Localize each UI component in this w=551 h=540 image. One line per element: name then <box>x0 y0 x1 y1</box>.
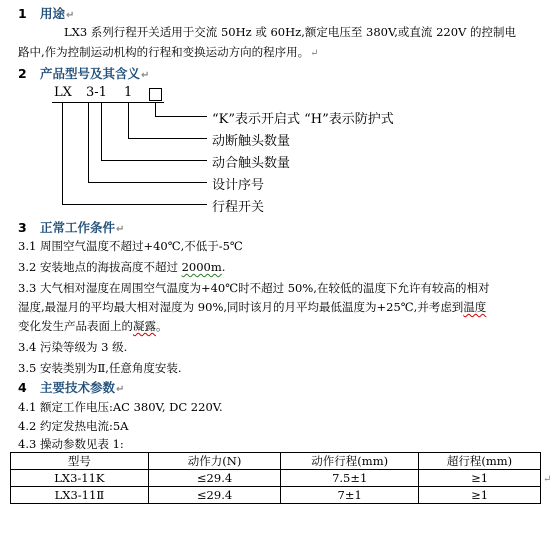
table-cell-force: ≤29.4 <box>148 470 281 487</box>
section-number: 4 <box>18 380 27 395</box>
condition-3-3-line3 <box>18 318 168 334</box>
condition-text: 3.1 周围空气温度不超过+40℃,不低于-5℃ <box>18 239 243 253</box>
param-4-1 <box>18 399 223 415</box>
condition-3-4 <box>18 339 127 355</box>
condition-altitude-value: 2000m <box>181 260 222 274</box>
table-header-cell: 型号 <box>11 453 149 470</box>
table-header-cell: 动作力(N) <box>148 453 281 470</box>
condition-text: 湿度,最湿月的平均最大相对湿度为 90%,同时该月的月平均最低温度为+25℃,并考虑到 <box>18 300 464 314</box>
table-row <box>11 487 541 504</box>
condition-underlined-word: 温度 <box>463 300 487 314</box>
condition-period: 。 <box>156 319 168 333</box>
condition-3-3-line1 <box>18 280 489 296</box>
condition-text: 3.3 大气相对湿度在周围空气温度为+40℃时不超过 50%,在较低的温度下允许有较高的相对 <box>18 281 490 295</box>
table-header-row <box>11 453 541 470</box>
condition-text: 3.4 污染等级为 3 级 <box>18 340 124 354</box>
model-code-series: 3-1 <box>86 85 107 100</box>
condition-period: . <box>221 260 226 274</box>
param-text: 4.3 操动参数见表 1: <box>18 437 124 451</box>
param-text: 4.1 额定工作电压:AC 380V, DC 220V. <box>18 400 223 414</box>
paragraph-mark: ↵ <box>141 70 150 81</box>
table-cell-overtravel: ≥1 <box>419 470 541 487</box>
section-number: 2 <box>18 66 27 81</box>
paragraph-mark: ↵ <box>66 10 75 21</box>
model-label-nc-contacts: 动断触头数量 <box>212 134 291 149</box>
table-cell-overtravel: ≥1 <box>419 487 541 504</box>
table-cell-travel: 7±1 <box>281 487 419 504</box>
model-code-type-box <box>149 88 162 101</box>
paragraph-mark: ↵ <box>310 48 319 59</box>
table-header-cell: 动作行程(mm) <box>281 453 419 470</box>
paragraph-mark: ↵ <box>116 224 125 235</box>
table-cell-model: LX3-11Ⅱ <box>11 487 149 504</box>
section-title: 正常工作条件 <box>40 220 116 235</box>
table-cell-model: LX3-11K <box>11 470 149 487</box>
purpose-line-1: LX3 系列行程开关适用于交流 50Hz 或 60Hz,额定电压至 380V,或直流 220V 的控制电 <box>64 25 516 39</box>
operating-parameters-table <box>10 452 541 504</box>
section-title: 主要技术参数 <box>40 380 116 395</box>
paragraph-mark: ↵ <box>116 384 125 395</box>
param-4-3 <box>18 436 124 452</box>
condition-text: 3.5 安装类别为Ⅱ,任意角度安装 <box>18 361 178 375</box>
section-number: 1 <box>18 6 27 21</box>
purpose-paragraph <box>18 22 542 42</box>
purpose-line-2: 路中,作为控制运动机构的行程和变换运动方向的程序用。 <box>18 45 310 59</box>
param-4-2 <box>18 418 128 434</box>
model-label-switch: 行程开关 <box>212 200 265 215</box>
section-title: 产品型号及其含义 <box>40 66 141 81</box>
condition-period: . <box>177 361 182 375</box>
param-text: 4.2 约定发热电流:5A <box>18 419 129 433</box>
model-label-type: “K”表示开启式 “H”表示防护式 <box>212 112 394 127</box>
section-3-heading <box>18 218 124 236</box>
condition-text: 3.2 安装地点的海拔高度不超过 <box>18 260 182 274</box>
model-code-lx: LX <box>54 85 72 100</box>
table-cell-force: ≤29.4 <box>148 487 281 504</box>
paragraph-mark: ↵ <box>543 474 551 485</box>
section-2-heading <box>18 64 149 82</box>
model-label-design-no: 设计序号 <box>212 178 265 193</box>
condition-underlined-word: 凝露 <box>133 319 156 333</box>
condition-3-1 <box>18 238 243 254</box>
condition-text: 变化发生产品表面上的 <box>18 319 133 333</box>
section-number: 3 <box>18 220 27 235</box>
section-1-heading <box>18 4 74 22</box>
model-label-no-contacts: 动合触头数量 <box>212 156 291 171</box>
condition-period: . <box>123 340 128 354</box>
section-title: 用途 <box>40 6 66 21</box>
model-code-contacts: 1 <box>124 85 133 100</box>
table-cell-travel: 7.5±1 <box>281 470 419 487</box>
condition-3-2 <box>18 259 225 275</box>
condition-3-5 <box>18 360 182 376</box>
section-4-heading <box>18 378 124 396</box>
table-header-cell: 超行程(mm) <box>419 453 541 470</box>
table-row <box>11 470 541 487</box>
condition-3-3-line2 <box>18 299 486 315</box>
purpose-paragraph-cont <box>18 42 542 64</box>
